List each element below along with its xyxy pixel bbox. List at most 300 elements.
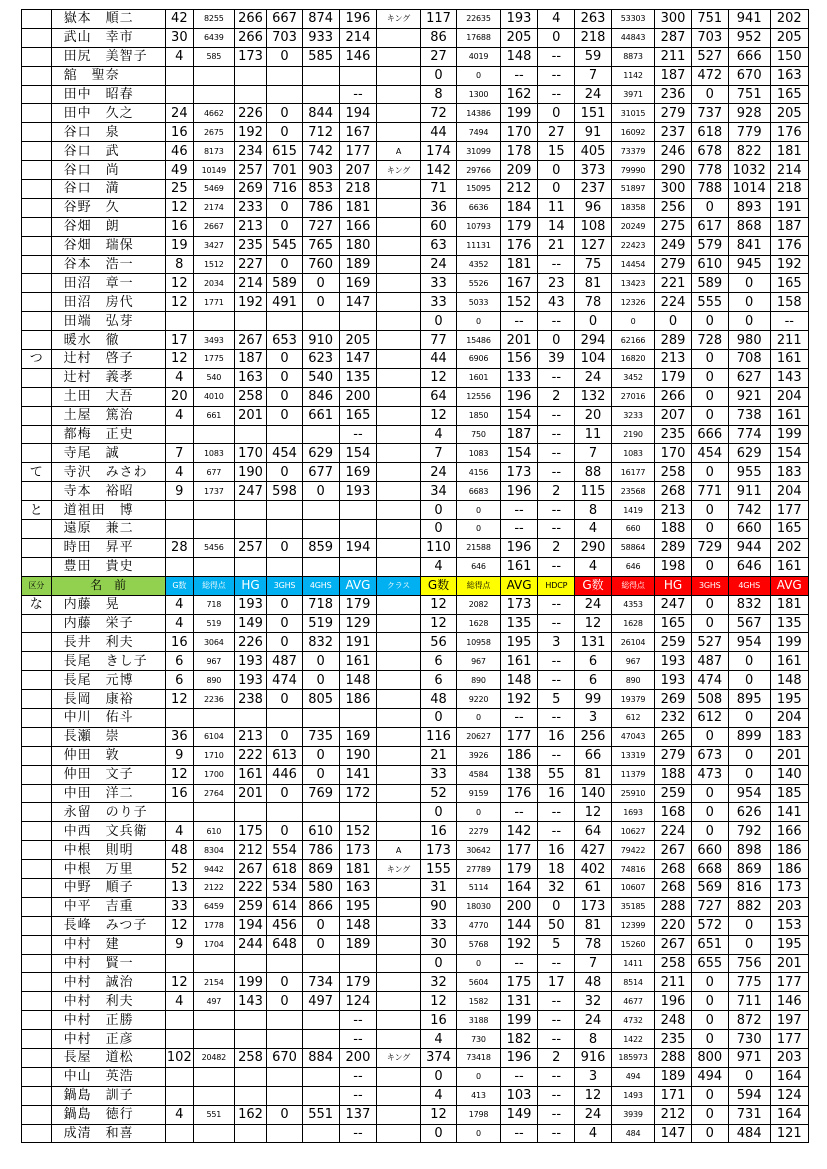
cell-hg-1: 170 xyxy=(234,444,267,463)
cell-games-3: 127 xyxy=(575,236,611,255)
cell-3ghs-3: 0 xyxy=(691,784,728,803)
cell-points-2: 17688 xyxy=(457,28,501,47)
cell-games-3: 96 xyxy=(575,198,611,217)
cell-avg-3: 183 xyxy=(770,727,808,746)
cell-avg-3: 165 xyxy=(770,85,808,104)
cell-4ghs-3: 882 xyxy=(728,897,770,916)
table-row xyxy=(22,28,809,47)
cell-3ghs-1: 0 xyxy=(267,727,302,746)
cell-games-3: 151 xyxy=(575,104,611,123)
cell-points-2: 29766 xyxy=(457,161,501,180)
cell-3ghs-3: 0 xyxy=(691,1030,728,1049)
cell-3ghs-3: 589 xyxy=(691,274,728,293)
cell-3ghs-3: 0 xyxy=(691,727,728,746)
cell-hdcp: -- xyxy=(538,255,575,274)
cell-games-3: 7 xyxy=(575,444,611,463)
cell-avg-3: 166 xyxy=(770,822,808,841)
cell-4ghs-1: 540 xyxy=(302,368,339,387)
header-points-2: 総得点 xyxy=(457,576,501,595)
cell-name: 谷口 尚 xyxy=(51,161,165,180)
cell-hdcp: 16 xyxy=(538,784,575,803)
cell-hg-3: 248 xyxy=(655,1011,691,1030)
cell-4ghs-1: 859 xyxy=(302,538,339,557)
cell-4ghs-3: 944 xyxy=(728,538,770,557)
table-row xyxy=(22,746,809,765)
cell-class xyxy=(377,765,421,784)
cell-games-1: 4 xyxy=(165,368,193,387)
cell-hg-1: 257 xyxy=(234,161,267,180)
cell-points-3: 58864 xyxy=(611,538,655,557)
cell-avg-2: 178 xyxy=(500,142,537,161)
cell-3ghs-1: 670 xyxy=(267,1048,302,1067)
cell-hdcp: 4 xyxy=(538,10,575,29)
cell-hdcp: -- xyxy=(538,557,575,576)
header-hdcp: HDCP xyxy=(538,576,575,595)
cell-4ghs-1: 765 xyxy=(302,236,339,255)
cell-4ghs-1 xyxy=(302,557,339,576)
cell-hdcp: -- xyxy=(538,1067,575,1086)
cell-class xyxy=(377,66,421,85)
cell-points-3: 22423 xyxy=(611,236,655,255)
cell-avg-1: 169 xyxy=(339,727,376,746)
cell-games-3: 8 xyxy=(575,501,611,520)
cell-points-2: 4770 xyxy=(457,916,501,935)
cell-games-2: 4 xyxy=(420,1030,456,1049)
cell-4ghs-1: 734 xyxy=(302,973,339,992)
cell-avg-2: -- xyxy=(500,1067,537,1086)
cell-kana xyxy=(22,66,52,85)
cell-name: 田中 昭春 xyxy=(51,85,165,104)
header-avg-3: AVG xyxy=(770,576,808,595)
cell-3ghs-1: 0 xyxy=(267,690,302,709)
table-row xyxy=(22,85,809,104)
cell-points-3: 8873 xyxy=(611,47,655,66)
cell-class xyxy=(377,350,421,369)
cell-points-2: 967 xyxy=(457,652,501,671)
cell-points-2: 0 xyxy=(457,501,501,520)
cell-avg-1: 205 xyxy=(339,331,376,350)
cell-kana xyxy=(22,860,52,879)
cell-name: 谷口 泉 xyxy=(51,123,165,142)
cell-avg-3: 161 xyxy=(770,350,808,369)
cell-avg-3: 124 xyxy=(770,1086,808,1105)
cell-class: キング xyxy=(377,161,421,180)
cell-hdcp: 50 xyxy=(538,916,575,935)
cell-3ghs-3: 0 xyxy=(691,1124,728,1143)
cell-hg-3: 267 xyxy=(655,841,691,860)
cell-3ghs-3: 0 xyxy=(691,520,728,539)
cell-points-1: 718 xyxy=(194,595,235,614)
cell-points-1: 661 xyxy=(194,406,235,425)
cell-kana xyxy=(22,444,52,463)
cell-hg-1: 173 xyxy=(234,47,267,66)
cell-kana xyxy=(22,406,52,425)
cell-4ghs-3: 872 xyxy=(728,1011,770,1030)
cell-name: 辻村 啓子 xyxy=(51,350,165,369)
cell-points-2: 9159 xyxy=(457,784,501,803)
cell-avg-2: 167 xyxy=(500,274,537,293)
cell-avg-3: 150 xyxy=(770,47,808,66)
cell-games-1: 28 xyxy=(165,538,193,557)
cell-points-2: 4352 xyxy=(457,255,501,274)
cell-games-3: 91 xyxy=(575,123,611,142)
cell-hg-3: 289 xyxy=(655,331,691,350)
table-row xyxy=(22,312,809,331)
cell-avg-3: 218 xyxy=(770,180,808,199)
cell-games-1: 9 xyxy=(165,482,193,501)
cell-hdcp: 0 xyxy=(538,28,575,47)
cell-3ghs-3: 0 xyxy=(691,1105,728,1124)
cell-hdcp: -- xyxy=(538,803,575,822)
cell-3ghs-1: 667 xyxy=(267,10,302,29)
cell-games-1: 12 xyxy=(165,973,193,992)
cell-3ghs-3: 0 xyxy=(691,312,728,331)
cell-3ghs-1 xyxy=(267,425,302,444)
cell-points-1: 890 xyxy=(194,671,235,690)
cell-avg-1: 167 xyxy=(339,123,376,142)
cell-points-3: 13319 xyxy=(611,746,655,765)
cell-class xyxy=(377,878,421,897)
cell-3ghs-3: 778 xyxy=(691,161,728,180)
cell-hg-3: 268 xyxy=(655,860,691,879)
cell-3ghs-3: 0 xyxy=(691,387,728,406)
table-row xyxy=(22,784,809,803)
cell-games-3: 3 xyxy=(575,708,611,727)
cell-4ghs-3: 971 xyxy=(728,1048,770,1067)
cell-3ghs-1: 0 xyxy=(267,217,302,236)
cell-hdcp: 18 xyxy=(538,860,575,879)
cell-class xyxy=(377,708,421,727)
cell-4ghs-1: 742 xyxy=(302,142,339,161)
cell-hdcp: 0 xyxy=(538,897,575,916)
cell-3ghs-3: 555 xyxy=(691,293,728,312)
cell-avg-2: 209 xyxy=(500,161,537,180)
cell-games-3: 75 xyxy=(575,255,611,274)
cell-points-2: 4019 xyxy=(457,47,501,66)
cell-hg-3: 265 xyxy=(655,727,691,746)
table-row xyxy=(22,935,809,954)
cell-4ghs-3: 980 xyxy=(728,331,770,350)
cell-hg-1 xyxy=(234,520,267,539)
cell-points-1: 6459 xyxy=(194,897,235,916)
cell-avg-1 xyxy=(339,520,376,539)
cell-3ghs-1: 0 xyxy=(267,463,302,482)
cell-name: 中根 則明 xyxy=(51,841,165,860)
cell-4ghs-1: 735 xyxy=(302,727,339,746)
cell-avg-3: 187 xyxy=(770,217,808,236)
header-4ghs-1: 4GHS xyxy=(302,576,339,595)
cell-avg-1 xyxy=(339,66,376,85)
cell-points-2: 20627 xyxy=(457,727,501,746)
table-row xyxy=(22,557,809,576)
cell-hg-1: 193 xyxy=(234,652,267,671)
cell-3ghs-3: 508 xyxy=(691,690,728,709)
table-row xyxy=(22,520,809,539)
cell-hdcp: 32 xyxy=(538,878,575,897)
cell-3ghs-3: 673 xyxy=(691,746,728,765)
cell-name: 寺沢 みさわ xyxy=(51,463,165,482)
cell-games-2: 33 xyxy=(420,293,456,312)
cell-4ghs-1: 844 xyxy=(302,104,339,123)
cell-avg-1 xyxy=(339,708,376,727)
cell-games-3: 66 xyxy=(575,746,611,765)
cell-class: キング xyxy=(377,860,421,879)
cell-games-1 xyxy=(165,1067,193,1086)
cell-games-2: 0 xyxy=(420,954,456,973)
cell-name: 時田 昇平 xyxy=(51,538,165,557)
table-row xyxy=(22,1067,809,1086)
cell-points-3: 79422 xyxy=(611,841,655,860)
cell-avg-3: 158 xyxy=(770,293,808,312)
cell-3ghs-1: 0 xyxy=(267,368,302,387)
cell-hdcp: -- xyxy=(538,595,575,614)
cell-hg-1: 212 xyxy=(234,841,267,860)
cell-avg-2: 175 xyxy=(500,973,537,992)
cell-points-1: 6439 xyxy=(194,28,235,47)
cell-games-1: 4 xyxy=(165,406,193,425)
cell-games-3: 24 xyxy=(575,1011,611,1030)
cell-points-2: 7494 xyxy=(457,123,501,142)
cell-4ghs-3: 731 xyxy=(728,1105,770,1124)
cell-class xyxy=(377,255,421,274)
cell-hg-1: 238 xyxy=(234,690,267,709)
cell-avg-3: 148 xyxy=(770,671,808,690)
cell-points-2: 4156 xyxy=(457,463,501,482)
cell-kana xyxy=(22,614,52,633)
cell-hdcp: 2 xyxy=(538,482,575,501)
cell-games-1: 7 xyxy=(165,444,193,463)
cell-avg-2: 205 xyxy=(500,28,537,47)
cell-avg-2: 193 xyxy=(500,10,537,29)
cell-points-2: 15486 xyxy=(457,331,501,350)
cell-points-1: 8173 xyxy=(194,142,235,161)
cell-4ghs-3: 945 xyxy=(728,255,770,274)
cell-4ghs-1: 0 xyxy=(302,671,339,690)
cell-games-2: 0 xyxy=(420,803,456,822)
cell-games-3: 88 xyxy=(575,463,611,482)
cell-4ghs-1: 853 xyxy=(302,180,339,199)
cell-points-1: 2764 xyxy=(194,784,235,803)
table-row xyxy=(22,708,809,727)
cell-games-1 xyxy=(165,520,193,539)
cell-avg-3: 141 xyxy=(770,803,808,822)
cell-hg-1: 194 xyxy=(234,916,267,935)
cell-points-1 xyxy=(194,708,235,727)
cell-name: 谷口 武 xyxy=(51,142,165,161)
cell-kana xyxy=(22,690,52,709)
table-row xyxy=(22,387,809,406)
cell-3ghs-1 xyxy=(267,557,302,576)
cell-hg-3: 171 xyxy=(655,1086,691,1105)
cell-3ghs-3: 0 xyxy=(691,350,728,369)
cell-name: 鍋島 徳行 xyxy=(51,1105,165,1124)
cell-hdcp: 5 xyxy=(538,690,575,709)
cell-games-3: 64 xyxy=(575,822,611,841)
cell-avg-3: 154 xyxy=(770,444,808,463)
cell-3ghs-3: 612 xyxy=(691,708,728,727)
cell-class xyxy=(377,557,421,576)
cell-hg-1: 267 xyxy=(234,860,267,879)
cell-hg-3: 266 xyxy=(655,387,691,406)
score-sheet xyxy=(21,9,809,1143)
cell-3ghs-1: 474 xyxy=(267,671,302,690)
cell-3ghs-1 xyxy=(267,1067,302,1086)
cell-3ghs-1: 554 xyxy=(267,841,302,860)
cell-hdcp: 27 xyxy=(538,123,575,142)
cell-3ghs-3: 655 xyxy=(691,954,728,973)
cell-games-3: 81 xyxy=(575,274,611,293)
cell-avg-3: 204 xyxy=(770,482,808,501)
cell-points-3: 494 xyxy=(611,1067,655,1086)
cell-4ghs-1: 786 xyxy=(302,841,339,860)
cell-3ghs-3: 0 xyxy=(691,85,728,104)
cell-hg-3: 300 xyxy=(655,180,691,199)
cell-name: 中村 正彦 xyxy=(51,1030,165,1049)
cell-3ghs-1 xyxy=(267,803,302,822)
cell-points-1: 3064 xyxy=(194,633,235,652)
cell-name: 長屋 道松 xyxy=(51,1048,165,1067)
table-row xyxy=(22,104,809,123)
cell-points-1 xyxy=(194,954,235,973)
cell-avg-1: 207 xyxy=(339,161,376,180)
cell-hg-1: 149 xyxy=(234,614,267,633)
cell-points-2: 1628 xyxy=(457,614,501,633)
cell-name: 田沼 房代 xyxy=(51,293,165,312)
cell-avg-1: 181 xyxy=(339,198,376,217)
cell-avg-3: 203 xyxy=(770,897,808,916)
cell-hg-1: 269 xyxy=(234,180,267,199)
cell-hdcp: -- xyxy=(538,312,575,331)
cell-points-3: 185973 xyxy=(611,1048,655,1067)
cell-games-1: 16 xyxy=(165,633,193,652)
cell-4ghs-1 xyxy=(302,425,339,444)
cell-3ghs-3: 473 xyxy=(691,765,728,784)
table-row xyxy=(22,180,809,199)
cell-class xyxy=(377,482,421,501)
cell-kana xyxy=(22,198,52,217)
cell-avg-2: 131 xyxy=(500,992,537,1011)
cell-games-3: 115 xyxy=(575,482,611,501)
cell-hg-3: 193 xyxy=(655,652,691,671)
cell-games-3: 32 xyxy=(575,992,611,1011)
cell-name: 長峰 みつ子 xyxy=(51,916,165,935)
cell-points-1 xyxy=(194,1086,235,1105)
cell-games-3: 402 xyxy=(575,860,611,879)
cell-points-3: 4677 xyxy=(611,992,655,1011)
cell-3ghs-1: 456 xyxy=(267,916,302,935)
cell-games-2: 4 xyxy=(420,425,456,444)
table-row xyxy=(22,841,809,860)
cell-games-2: 33 xyxy=(420,916,456,935)
cell-hdcp: -- xyxy=(538,708,575,727)
cell-name: 中山 英浩 xyxy=(51,1067,165,1086)
cell-3ghs-1: 534 xyxy=(267,878,302,897)
cell-4ghs-1: 805 xyxy=(302,690,339,709)
cell-kana xyxy=(22,47,52,66)
cell-games-3: 0 xyxy=(575,312,611,331)
cell-avg-2: 156 xyxy=(500,350,537,369)
table-row xyxy=(22,142,809,161)
cell-4ghs-1 xyxy=(302,1030,339,1049)
cell-games-2: 48 xyxy=(420,690,456,709)
cell-kana xyxy=(22,954,52,973)
cell-points-3: 23568 xyxy=(611,482,655,501)
table-body-upper xyxy=(22,10,809,577)
cell-class xyxy=(377,538,421,557)
cell-points-1: 610 xyxy=(194,822,235,841)
cell-avg-1: 137 xyxy=(339,1105,376,1124)
cell-class xyxy=(377,520,421,539)
cell-kana xyxy=(22,652,52,671)
cell-points-2: 22635 xyxy=(457,10,501,29)
cell-games-3: 4 xyxy=(575,557,611,576)
cell-avg-1: 200 xyxy=(339,1048,376,1067)
cell-games-2: 12 xyxy=(420,614,456,633)
cell-avg-2: 177 xyxy=(500,841,537,860)
cell-games-3: 81 xyxy=(575,765,611,784)
cell-kana xyxy=(22,28,52,47)
cell-name: 長尾 きし子 xyxy=(51,652,165,671)
table-row xyxy=(22,765,809,784)
table-row xyxy=(22,803,809,822)
table-row xyxy=(22,1030,809,1049)
cell-hdcp: 23 xyxy=(538,274,575,293)
cell-3ghs-1 xyxy=(267,954,302,973)
cell-kana xyxy=(22,1011,52,1030)
cell-games-2: 12 xyxy=(420,992,456,1011)
cell-3ghs-1: 0 xyxy=(267,198,302,217)
cell-games-2: 12 xyxy=(420,1105,456,1124)
cell-avg-2: -- xyxy=(500,501,537,520)
cell-3ghs-3: 0 xyxy=(691,406,728,425)
header-games-1: G数 xyxy=(165,576,193,595)
cell-3ghs-1: 0 xyxy=(267,538,302,557)
cell-games-1: 4 xyxy=(165,1105,193,1124)
cell-avg-3: 204 xyxy=(770,387,808,406)
cell-4ghs-3: 742 xyxy=(728,501,770,520)
cell-hg-3: 256 xyxy=(655,198,691,217)
cell-avg-1: 194 xyxy=(339,104,376,123)
cell-avg-3: 181 xyxy=(770,142,808,161)
cell-games-2: 44 xyxy=(420,123,456,142)
cell-games-1 xyxy=(165,85,193,104)
cell-points-1: 8304 xyxy=(194,841,235,860)
cell-avg-1: -- xyxy=(339,1011,376,1030)
cell-points-2: 3926 xyxy=(457,746,501,765)
cell-hg-3: 259 xyxy=(655,784,691,803)
cell-points-3: 12399 xyxy=(611,916,655,935)
cell-hdcp: -- xyxy=(538,444,575,463)
cell-games-1: 4 xyxy=(165,463,193,482)
cell-name: 長井 利夫 xyxy=(51,633,165,652)
cell-avg-2: 138 xyxy=(500,765,537,784)
cell-4ghs-3: 666 xyxy=(728,47,770,66)
cell-hg-1: 258 xyxy=(234,1048,267,1067)
cell-3ghs-1 xyxy=(267,708,302,727)
cell-points-2: 9220 xyxy=(457,690,501,709)
cell-avg-3: 201 xyxy=(770,954,808,973)
cell-games-2: 174 xyxy=(420,142,456,161)
table-row xyxy=(22,860,809,879)
cell-avg-1: 124 xyxy=(339,992,376,1011)
cell-hg-3: 224 xyxy=(655,822,691,841)
cell-hg-3: 275 xyxy=(655,217,691,236)
cell-3ghs-1: 0 xyxy=(267,1105,302,1124)
cell-4ghs-1: 712 xyxy=(302,123,339,142)
cell-points-3: 0 xyxy=(611,312,655,331)
cell-name: 田中 久之 xyxy=(51,104,165,123)
cell-class xyxy=(377,104,421,123)
